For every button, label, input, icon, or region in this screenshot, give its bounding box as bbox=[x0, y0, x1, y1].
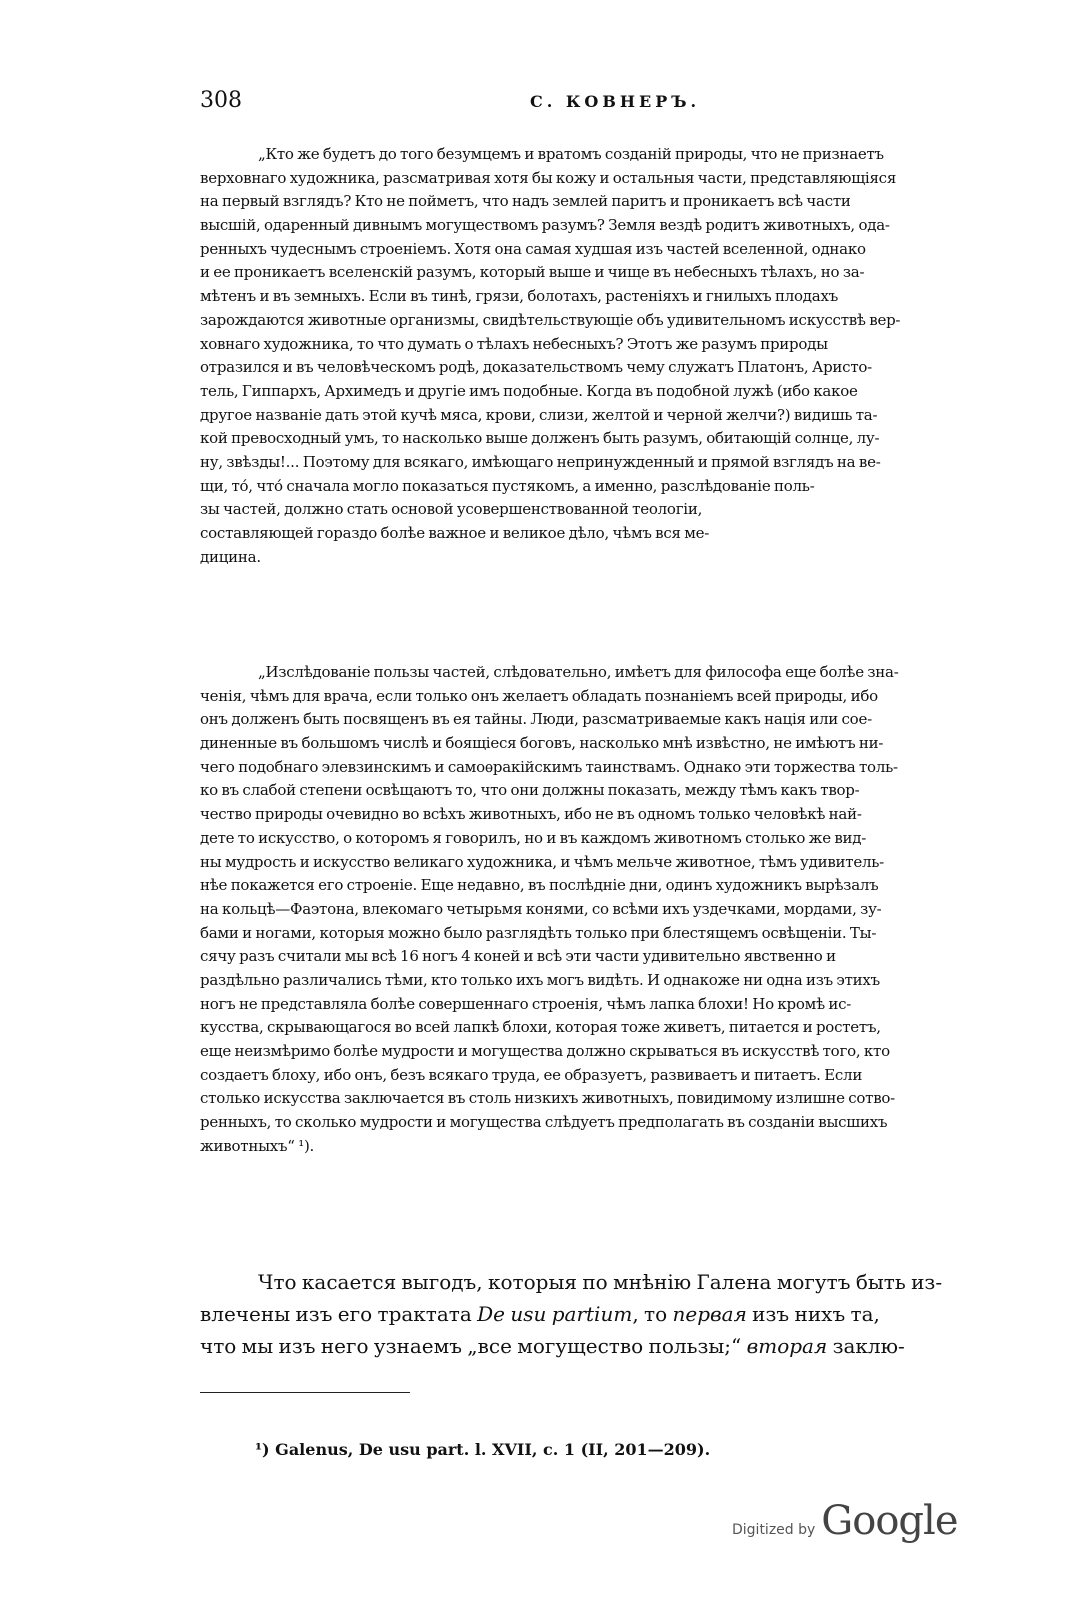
emphasis-first: первая bbox=[672, 1302, 747, 1326]
text-line: „Изслѣдованіе пользы частей, слѣдовательно, имѣетъ для философа еще болѣе зна- bbox=[258, 663, 899, 681]
text-line: дицина. bbox=[200, 547, 261, 566]
running-head: С. КОВНЕРЪ. bbox=[530, 92, 701, 111]
text-line: и ее проникаетъ вселенскій разумъ, который выше и чище въ небесныхъ тѣлахъ, но за- bbox=[200, 263, 865, 282]
text-line: ховнаго художника, то что думать о тѣлахъ небесныхъ? Этотъ же разумъ природы bbox=[200, 334, 828, 353]
body-line: Что касается выгодъ, которыя по мнѣнію Галена могутъ быть из- bbox=[258, 1270, 943, 1294]
text-line: диненные въ большомъ числѣ и боящіеся боговъ, насколько мнѣ извѣстно, не имѣютъ ни- bbox=[200, 734, 884, 753]
footnote-divider bbox=[200, 1392, 410, 1393]
text-line: щи, то́, что́ сначала могло показаться пустякомъ, а именно, разслѣдованіе поль- bbox=[200, 476, 815, 495]
text-line: создаетъ блоху, ибо онъ, безъ всякаго труда, ее образуетъ, развиваетъ и питаетъ. Если bbox=[200, 1065, 863, 1084]
body-paragraph bbox=[200, 1266, 1030, 1362]
text-line: чего подобнаго элевзинскимъ и самоѳракійскимъ таинствамъ. Однако эти торжества толь- bbox=[200, 757, 898, 776]
body-line: что мы изъ него узнаемъ „все могущество пользы;“ вторая заклю- bbox=[200, 1334, 905, 1358]
text-line: бами и ногами, которыя можно было разглядѣть только при блестящемъ освѣщеніи. Ты- bbox=[200, 923, 877, 942]
footnote: ¹) Galenus, De usu part. l. XVII, c. 1 (II, 201—209). bbox=[255, 1440, 711, 1459]
text-line: ногъ не представляла болѣе совершеннаго строенія, чѣмъ лапка блохи! Но кромѣ ис- bbox=[200, 994, 852, 1013]
text-line: ны мудрость и искусство великаго художника, и чѣмъ мельче животное, тѣмъ удивитель- bbox=[200, 852, 884, 871]
text-line: сячу разъ считали мы всѣ 16 ногъ 4 коней и всѣ эти части удивительно явственно и bbox=[200, 947, 836, 966]
text-line: кусства, скрывающагося во всей лапкѣ блохи, которая тоже живетъ, питается и ростетъ, bbox=[200, 1018, 881, 1037]
treatise-title: De usu partium bbox=[477, 1302, 633, 1326]
text-line: отразился и въ человѣческомъ родѣ, доказательствомъ чему служатъ Платонъ, Аристо- bbox=[200, 358, 872, 377]
text-line: составляющей гораздо болѣе важное и великое дѣло, чѣмъ вся ме- bbox=[200, 524, 710, 542]
text-line: ренныхъ чудеснымъ строеніемъ. Хотя она самая худшая изъ частей вселенной, однако bbox=[200, 239, 866, 258]
text-line: ну, звѣзды!... Поэтому для всякаго, имѣющаго непринужденный и прямой взглядъ на ве- bbox=[200, 452, 881, 471]
text-line: дете то искусство, о которомъ я говорилъ, но и въ каждомъ животномъ столько же вид- bbox=[200, 828, 867, 847]
digitized-by-label: Digitized by bbox=[732, 1522, 816, 1538]
text-line: ко въ слабой степени освѣщаютъ то, что они должны показать, между тѣмъ какъ твор- bbox=[200, 781, 860, 800]
text-line: еще неизмѣримо болѣе мудрости и могущества должно скрываться въ искусствѣ того, кто bbox=[200, 1042, 890, 1060]
text-line: раздѣльно различались тѣми, кто только ихъ могъ видѣть. И однакоже ни одна изъ этихъ bbox=[200, 970, 880, 989]
text-line: тель, Гиппархъ, Архимедъ и другіе имъ подобные. Когда въ подобной лужѣ (ибо какое bbox=[200, 381, 858, 400]
text-line: зы частей, должно стать основой усовершенствованной теологіи, bbox=[200, 500, 703, 519]
text-line: на первый взглядъ? Кто не пойметъ, что надъ землей паритъ и проникаетъ всѣ части bbox=[200, 192, 851, 211]
text-line: другое названіе дать этой кучѣ мяса, крови, слизи, желтой и черной желчи?) видишь та- bbox=[200, 405, 878, 424]
text-line: онъ долженъ быть посвященъ въ ея тайны. Люди, разсматриваемые какъ нація или сое- bbox=[200, 710, 872, 729]
text-line: кой превосходный умъ, то насколько выше долженъ быть разумъ, обитающій солнце, лу- bbox=[200, 429, 880, 448]
digitization-watermark bbox=[732, 1498, 957, 1544]
text-line: зарождаются животные организмы, свидѣтельствующіе объ удивительномъ искусствѣ вер- bbox=[200, 310, 901, 329]
body-line: влечены изъ его трактата De usu partium, то первая изъ нихъ та, bbox=[200, 1302, 880, 1326]
text-line: столько искусства заключается въ столь низкихъ животныхъ, повидимому излишне сотво- bbox=[200, 1089, 896, 1108]
text-line: верховнаго художника, разсматривая хотя бы кожу и остальныя части, представляющіяся bbox=[200, 168, 897, 187]
quote-paragraph-2 bbox=[200, 661, 1030, 1241]
text-line: животныхъ“ ¹). bbox=[200, 1136, 315, 1155]
text-line: нѣе покажется его строеніе. Еще недавно, въ послѣдніе дни, одинъ художникъ вырѣзалъ bbox=[200, 876, 879, 895]
text-line: на кольцѣ—Фаэтона, влекомаго четырьмя конями, со всѣми ихъ уздечками, мордами, зу- bbox=[200, 899, 882, 918]
quote-paragraph-1 bbox=[200, 143, 1030, 665]
text-line: ренныхъ, то сколько мудрости и могущества слѣдуетъ предполагать въ созданіи высшихъ bbox=[200, 1113, 888, 1132]
page-number: 308 bbox=[200, 88, 242, 113]
google-logo: Google bbox=[821, 1498, 958, 1544]
text-line: чество природы очевидно во всѣхъ животныхъ, ибо не въ одномъ только человѣкѣ най- bbox=[200, 805, 862, 824]
page-header bbox=[200, 88, 1030, 124]
emphasis-second: вторая bbox=[746, 1334, 828, 1358]
text-line: высшій, одаренный дивнымъ могуществомъ разумъ? Земля вездѣ родитъ животныхъ, ода- bbox=[200, 216, 890, 235]
text-line: „Кто же будетъ до того безумцемъ и вратомъ созданій природы, что не признаетъ bbox=[258, 145, 884, 163]
text-line: ченія, чѣмъ для врача, если только онъ желаетъ обладать познаніемъ всей природы, ибо bbox=[200, 686, 878, 705]
text-line: мѣтенъ и въ земныхъ. Если въ тинѣ, грязи, болотахъ, растеніяхъ и гнилыхъ плодахъ bbox=[200, 287, 838, 306]
